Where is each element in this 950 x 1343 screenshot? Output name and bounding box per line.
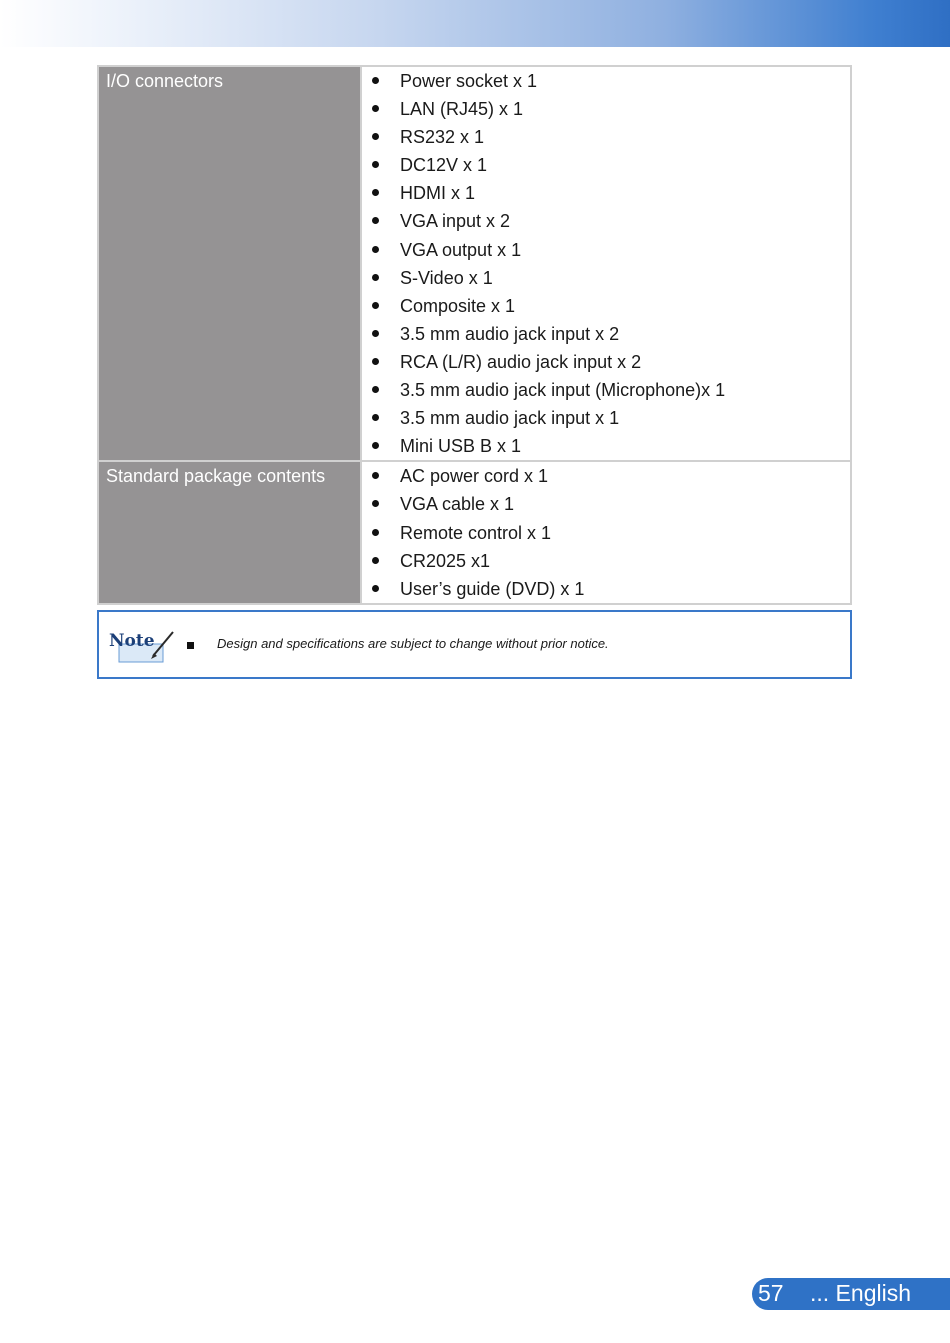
page-number: 57	[758, 1280, 784, 1306]
list-item: RS232 x 1	[362, 123, 850, 151]
list-item: Mini USB B x 1	[362, 432, 850, 460]
list-item: AC power cord x 1	[362, 462, 850, 490]
note-text: Design and specifications are subject to change without prior notice.	[217, 636, 609, 651]
list-item: User’s guide (DVD) x 1	[362, 575, 850, 603]
list-item: HDMI x 1	[362, 179, 850, 207]
list-item: Remote control x 1	[362, 519, 850, 547]
list-item: LAN (RJ45) x 1	[362, 95, 850, 123]
table-row	[98, 461, 851, 603]
list-item: 3.5 mm audio jack input x 2	[362, 320, 850, 348]
package-contents-list	[362, 462, 850, 602]
list-item: VGA output x 1	[362, 236, 850, 264]
table-row	[98, 66, 851, 461]
note-pencil-icon	[107, 628, 175, 664]
list-item: RCA (L/R) audio jack input x 2	[362, 348, 850, 376]
svg-text:Note: Note	[109, 631, 155, 651]
list-item: 3.5 mm audio jack input (Microphone)x 1	[362, 376, 850, 404]
row-label: I/O connectors	[98, 66, 361, 461]
language-label: ... English	[810, 1280, 911, 1306]
header-gradient-band	[0, 0, 950, 47]
note-box	[97, 610, 852, 679]
note-bullet	[187, 642, 194, 649]
row-label: Standard package contents	[98, 461, 361, 603]
row-values	[361, 461, 851, 603]
list-item: VGA cable x 1	[362, 490, 850, 518]
list-item: DC12V x 1	[362, 151, 850, 179]
list-item: VGA input x 2	[362, 207, 850, 235]
spec-table	[97, 65, 852, 605]
list-item: CR2025 x1	[362, 547, 850, 575]
list-item: 3.5 mm audio jack input x 1	[362, 404, 850, 432]
row-values	[361, 66, 851, 461]
list-item: S-Video x 1	[362, 264, 850, 292]
list-item: Power socket x 1	[362, 67, 850, 95]
list-item: Composite x 1	[362, 292, 850, 320]
connector-list	[362, 67, 850, 460]
